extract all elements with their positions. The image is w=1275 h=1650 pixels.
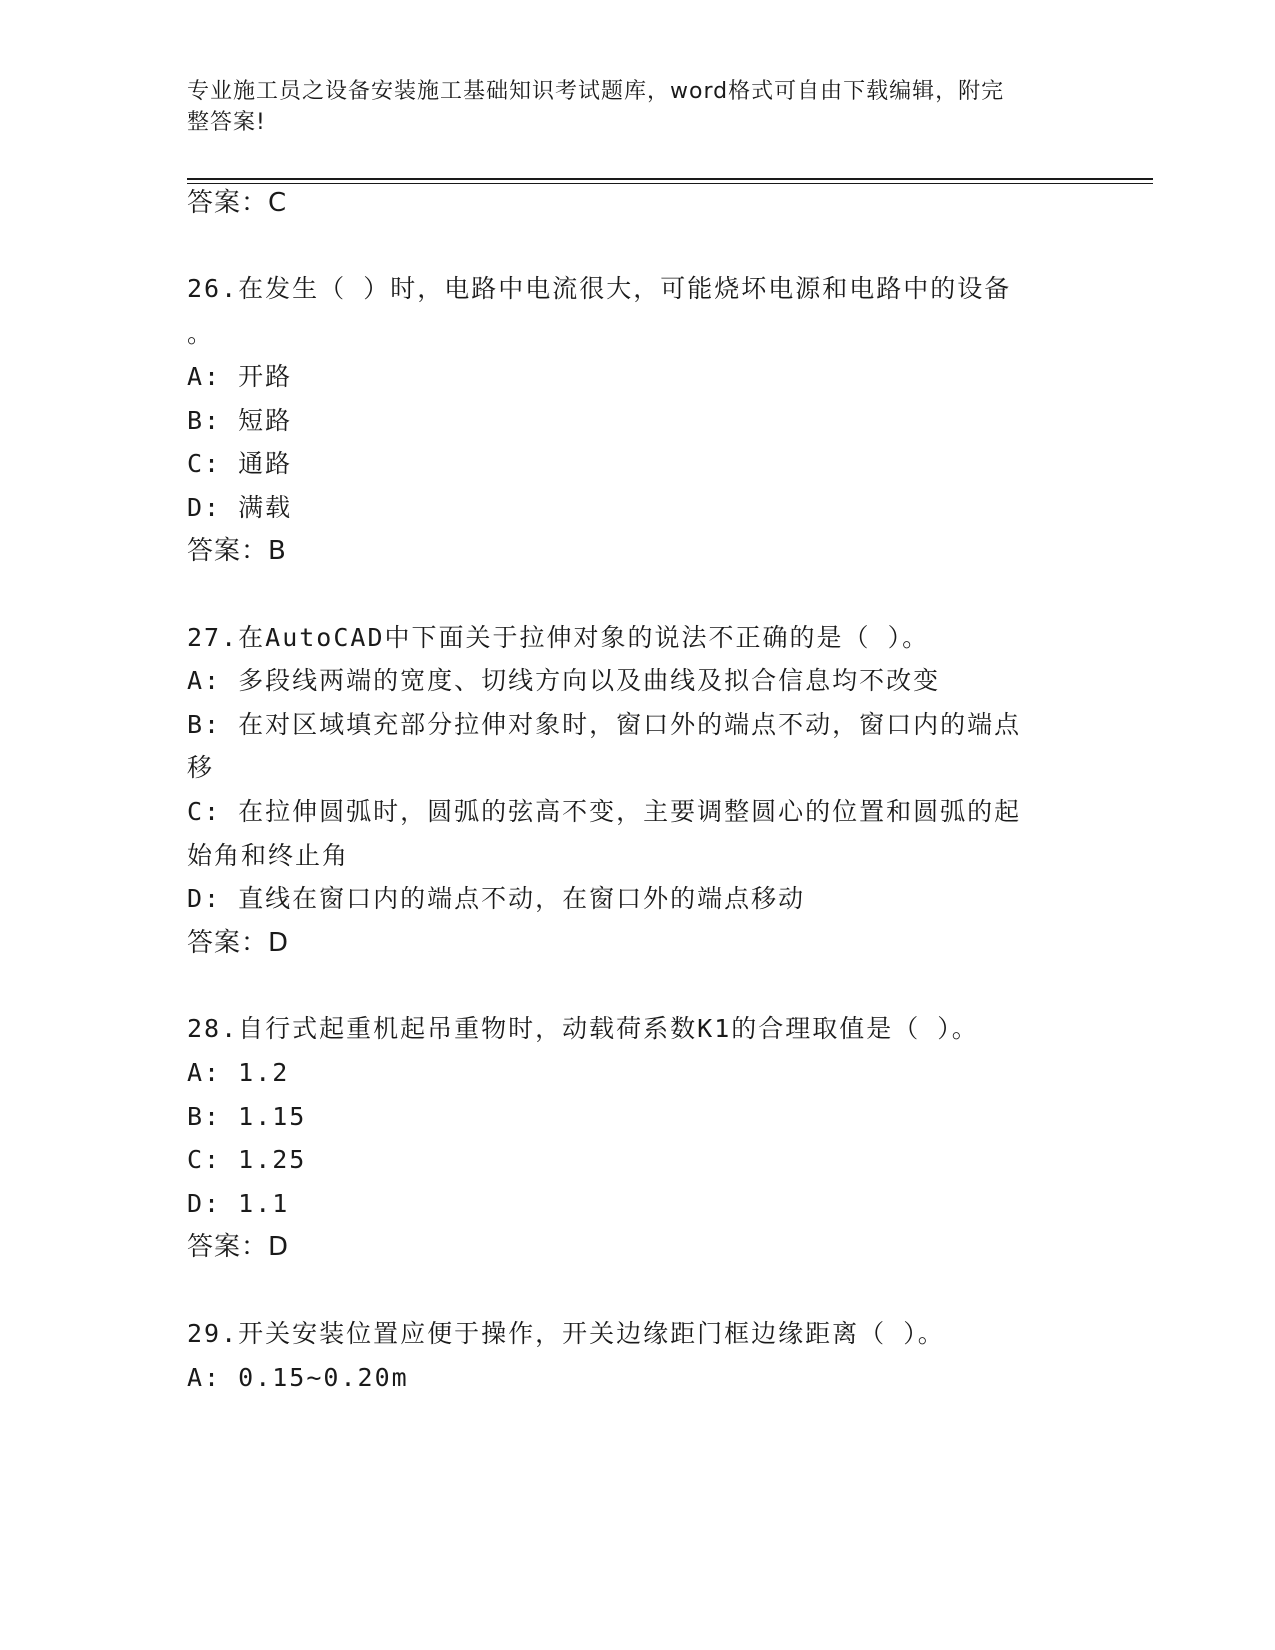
question-28-option-b: B: 1.15 — [187, 1102, 307, 1131]
question-27-option-a: A: 多段线两端的宽度、切线方向以及曲线及拟合信息均不改变 — [187, 666, 941, 695]
question-27-option-d: D: 直线在窗口内的端点不动，在窗口外的端点移动 — [187, 884, 806, 913]
header-title-line2: 整答案! — [187, 110, 266, 135]
document-header — [187, 76, 1067, 138]
question-26-option-a: A: 开路 — [187, 362, 293, 391]
answer-25: 答案：C — [187, 188, 288, 218]
answer-28: 答案：D — [187, 1232, 290, 1262]
question-27-option-c-line2: 始角和终止角 — [187, 841, 350, 870]
question-27-option-c-line1: C: 在拉伸圆弧时，圆弧的弦高不变，主要调整圆心的位置和圆弧的起 — [187, 797, 1022, 826]
question-28-option-a: A: 1.2 — [187, 1058, 290, 1087]
question-28-option-c: C: 1.25 — [187, 1145, 307, 1174]
question-26-option-c: C: 通路 — [187, 449, 293, 478]
question-28-option-d: D: 1.1 — [187, 1189, 290, 1218]
header-divider-thin — [187, 183, 1153, 184]
question-26-option-b: B: 短路 — [187, 406, 293, 435]
question-27-stem: 27.在AutoCAD中下面关于拉伸对象的说法不正确的是（ ）。 — [187, 623, 930, 652]
header-divider-thick — [187, 178, 1153, 180]
question-27-option-b-line2: 移 — [187, 753, 215, 782]
question-26-option-d: D: 满载 — [187, 493, 293, 522]
question-29-stem: 29.开关安装位置应便于操作，开关边缘距门框边缘距离（ ）。 — [187, 1319, 945, 1348]
answer-27: 答案：D — [187, 928, 290, 958]
question-29-option-a: A: 0.15~0.20m — [187, 1363, 409, 1392]
question-26-stem-line2: 。 — [187, 319, 215, 348]
question-27-option-b-line1: B: 在对区域填充部分拉伸对象时，窗口外的端点不动，窗口内的端点 — [187, 710, 1022, 739]
header-title-line1: 专业施工员之设备安装施工基础知识考试题库，word格式可自由下载编辑，附完 — [187, 79, 1005, 104]
question-28-stem: 28.自行式起重机起吊重物时，动载荷系数K1的合理取值是（ ）。 — [187, 1014, 979, 1043]
question-26-stem-line1: 26.在发生（ ）时，电路中电流很大，可能烧坏电源和电路中的设备 — [187, 274, 1012, 303]
answer-26: 答案：B — [187, 536, 287, 566]
